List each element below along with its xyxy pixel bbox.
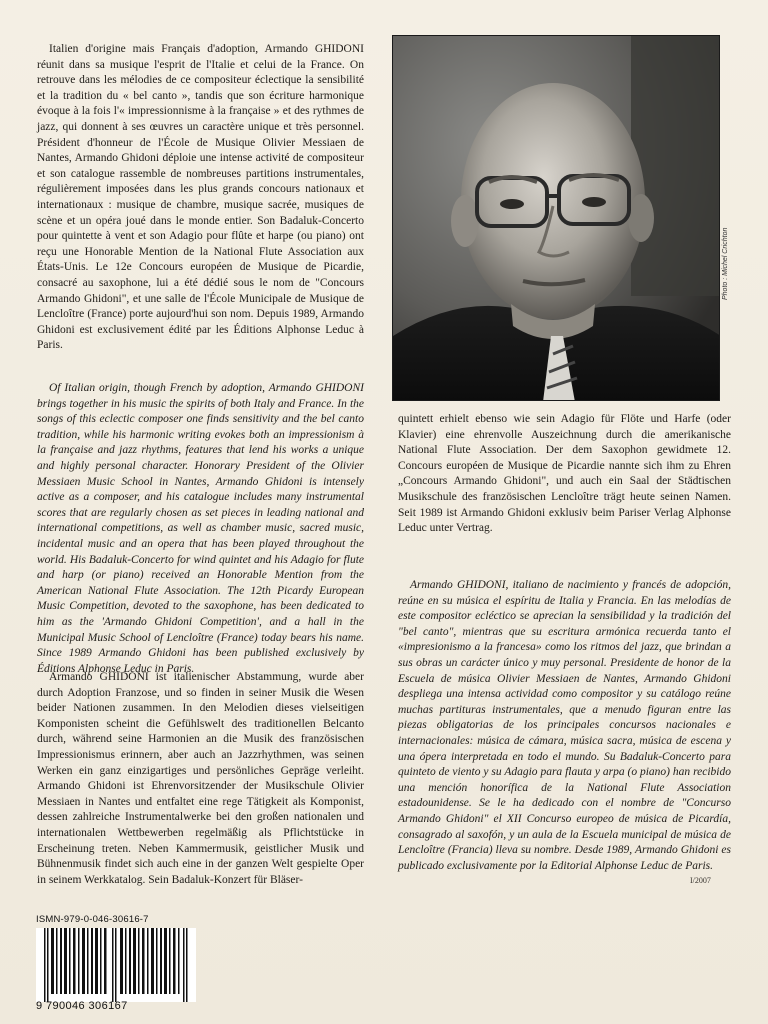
barcode-digits: 9 790046 306167 bbox=[36, 1000, 128, 1012]
photo-credit: Photo : Michel Crichton bbox=[722, 227, 729, 300]
biography-german-continued bbox=[398, 412, 731, 537]
portrait-image bbox=[393, 36, 720, 401]
barcode bbox=[36, 928, 196, 1002]
biography-spanish-text: Armando GHIDONI, italiano de nacimiento y francés de adopción, reúne en su música el espíritu de Italia y Francia. En las melodías de este compositor ecléctico se aprecian la sensibilidad y la tradición del "bel canto", mientras que su escritura armónica recuerda tanto el «impresionismo a la francesa» como los ritmos del jazz, que brindan a sus obras un carácter único y muy personal. Presidente de honor de la Escuela de música Olivier Messiaen de Nantes, Armando Ghidoni despliega una intensa actividad como compositor y su catálogo reúne muchas partituras instrumentales, que a menudo figuran entre las piezas obligatorias de los principales concursos nacionales e internacionales: música de cámara, música sacra, música de escena y una ópera interpretada en todo el mundo. Su Badaluk-Concerto para quinteto de viento y su Adagio para flauta y arpa (o piano) han recibido una mención honorífica de la National Flute Association estadounidense. Se le ha dedicado con el nombre de "Concurso Armando Ghidoni" el XII Concurso europeo de música de Picardía, consagrado al saxofón, y un aula de la Escuela municipal de música de Lencloître (Francia) lleva su nombre. Desde 1989, Armando Ghidoni es publicado exclusivamente por la Editorial Alphonse Leduc de Paris. bbox=[398, 579, 731, 872]
barcode-bars bbox=[36, 928, 196, 1002]
biography-french-text: Italien d'origine mais Français d'adoption, Armando GHIDONI réunit dans sa musique l'esprit de l'Italie et celui de la France. On retrouve dans les mélodies de ce compositeur éclectique la sensibilité et la tradition du « bel canto », tandis que son écriture harmonique évoque à la fois l'« impressionnisme à la française » et des rythmes de jazz, qui donnent à ses œuvres un caractère unique et très personnel. Président d'honneur de l'École de Musique Olivier Messiaen de Nantes, Armando Ghidoni déploie une intense activité de compositeur et son catalogue rassemble de nombreuses partitions instrumentales, régulièrement imposées dans les plus grands concours nationaux et internationaux : musique de chambre, musique sacrée, musiques de scène et un opéra joué dans le monde entier. Son Badaluk-Concerto pour quintette à vent et son Adagio pour flûte et harpe (ou piano) ont reçu une Honorable Mention de la National Flute Association aux États-Unis. Le 12e Concours européen de Musique de Picardie, consacré au saxophone, lui a été dédié sous le nom de "Concours Armando Ghidoni", et une salle de l'École Municipale de Musique de Lencloître (France) porte aujourd'hui son nom. Depuis 1989, Armando Ghidoni est exclusivement édité par les Éditions Alphonse Leduc à Paris. bbox=[37, 43, 364, 352]
biography-english bbox=[37, 381, 364, 677]
biography-german-text: Armando GHIDONI ist italienischer Abstammung, wurde aber durch Adoption Franzose, und so finden in seiner Musik die Wesen beider Nationen zusammen. In den Melodien dieses vielseitigen Komponisten scheint die Gefühlswelt des traditionellen Belcanto durch, während seine Harmonien an die Musik des französischen Impressionismus erinnern, aber auch an Jazzrhythmen, was seinen Werken ein ganz einzigartiges und persönliches Gepräge verleiht. Armando Ghidoni ist Ehrenvorsitzender der Musikschule Olivier Messiaen in Nantes und entfaltet eine rege Tätigkeit als Komponist, dessen zahlreiche Instrumentalwerke bei den großen nationalen und internationalen Wettbewerben regelmäßig als Pflichtstücke in Erscheinung treten. Neben Kammermusik, geistlicher Musik und Bühnenmusik findet sich auch eine in der ganzen Welt gespielte Oper in seinem Werkkatalog. Sein Badaluk-Konzert für Bläser- bbox=[37, 671, 364, 886]
ismn-label: ISMN-979-0-046-30616-7 bbox=[36, 914, 149, 925]
print-date-code: I/2007 bbox=[690, 876, 711, 885]
biography-english-text: Of Italian origin, though French by adoption, Armando GHIDONI brings together in his music the spirits of both Italy and France. In the songs of this eclectic composer one finds sensitivity and the bel canto tradition, while his harmonic writing evokes both an impressionism à la française and jazz rhythms, features that lend his works a unique and highly personal character. Honorary President of the Olivier Messiaen Music School in Nantes, Armando Ghidoni is intensely active as a composer, and his catalogue includes many instrumental scores that are regularly chosen as set pieces in leading national and international competitions, as well as chamber music, sacred music, incidental music and an opera that has been played throughout the world. His Badaluk-Concerto for wind quintet and his Adagio for flute and harp (or piano) received an Honorable Mention from the American National Flute Association. The 12th Picardy European Music Competition, devoted to the saxophone, has been dedicated to him as the 'Armando Ghidoni Competition', and a hall in the Municipal Music School of Lencloître (France) today bears his name. Since 1989 Armando Ghidoni has been published exclusively by Éditions Alphonse Leduc in Paris. bbox=[37, 382, 364, 675]
biography-french bbox=[37, 42, 364, 354]
biography-spanish bbox=[398, 578, 731, 874]
composer-portrait-photo bbox=[392, 35, 720, 401]
barcode-block bbox=[36, 914, 206, 1018]
biography-german bbox=[37, 670, 364, 888]
biography-german-cont-text: quintett erhielt ebenso wie sein Adagio für Flöte und Harfe (oder Klavier) eine ehrenvolle Auszeichnung durch die amerikanische National Flute Association. Der dem Saxophon gewidmete 12. Concours européen de Musique de Picardie nannte sich ihm zu Ehren „Concours Armando Ghidoni", und auch ein Saal der Städtischen Musikschule des französischen Lencloître trägt heute seinen Namen. Seit 1989 ist Armando Ghidoni exklusiv beim Pariser Verlag Alphonse Leduc unter Vertrag. bbox=[398, 413, 731, 535]
